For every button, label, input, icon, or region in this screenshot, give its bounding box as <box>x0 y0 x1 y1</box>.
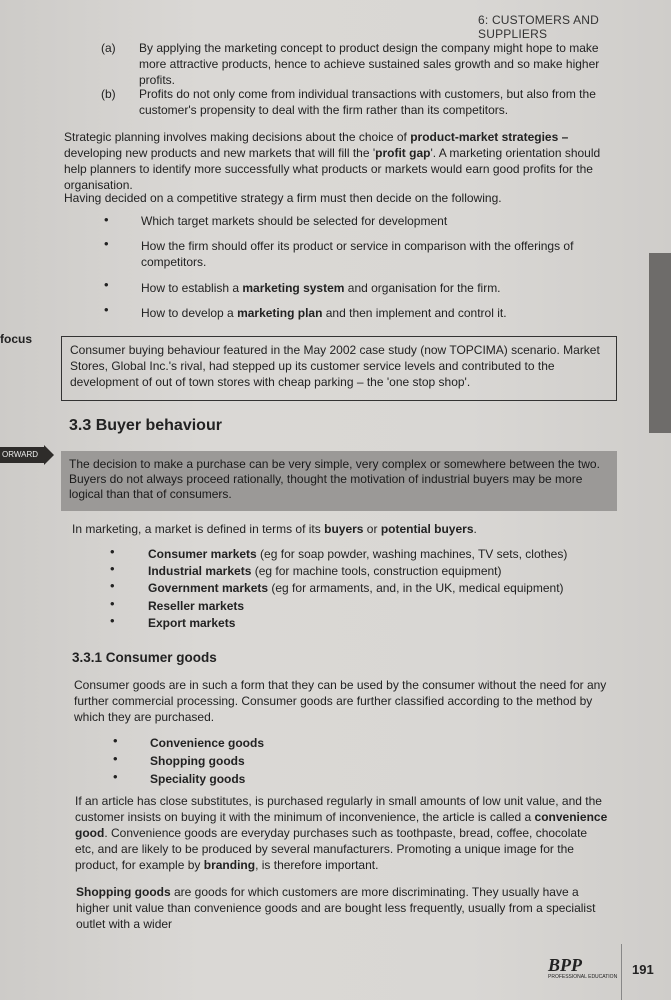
bullet-dot: • <box>113 769 118 784</box>
paragraph-convenience-goods: If an article has close substitutes, is purchased regularly in small amounts of low unit value, and the customer insists on buying it with the minimum of inconvenience, the article is called a convenience good. Convenience goods are everyday purchases such as toothpaste, bread, coffee, chocolate etc, and are likely to be produced by several manufacturers. Promoting a unique image for the product, for example by branding, is therefore important. <box>75 794 608 872</box>
paragraph-competitive-strategy: Having decided on a competitive strategy a firm must then decide on the following. <box>64 191 502 205</box>
goods-shopping: Shopping goods <box>150 754 245 768</box>
bullet-dot: • <box>113 751 118 766</box>
market-industrial: Industrial markets (eg for machine tools, construction equipment) <box>148 564 502 578</box>
bullet-dot: • <box>104 277 109 292</box>
bullet-target-markets: Which target markets should be selected for development <box>141 214 448 228</box>
forward-tag: ORWARD <box>0 447 44 463</box>
list-label-a: (a) <box>101 41 116 55</box>
bullet-offer-product: How the firm should offer its product or service in comparison with the offerings of competitors. <box>141 239 574 269</box>
bullet-dot: • <box>110 613 115 628</box>
goods-convenience: Convenience goods <box>150 736 265 750</box>
bullet-marketing-system: How to establish a marketing system and organisation for the firm. <box>141 281 501 295</box>
bpp-logo <box>548 955 618 984</box>
bullet-dot: • <box>110 596 115 611</box>
market-consumer: Consumer markets (eg for soap powder, washing machines, TV sets, clothes) <box>148 547 568 561</box>
footer-divider <box>621 944 622 1000</box>
chapter-tab <box>649 253 671 433</box>
market-export: Export markets <box>148 616 236 630</box>
paragraph-consumer-goods: Consumer goods are in such a form that they can be used by the consumer without the need for any further commercial processing. Consumer goods are further classified according to the method by which they are purchased. <box>74 678 607 724</box>
bullet-dot: • <box>104 236 109 251</box>
focus-text: Consumer buying behaviour featured in the May 2002 case study (now TOPCIMA) scenario. Market Stores, Global Inc.'s rival, had stepped up its customer service levels and contributed to the development of out of town stores with cheap parking – the 'one stop shop'. <box>70 343 600 389</box>
forward-arrow-icon <box>44 445 54 465</box>
bullet-dot: • <box>104 212 109 227</box>
paragraph-strategic-planning: Strategic planning involves making decisions about the choice of product-market strategies – developing new products and new markets that will fill the 'profit gap'. A marketing orientation should help planners to identify more successfully what products or markets would earn good profits for the organisation. <box>64 130 601 192</box>
bullet-dot: • <box>113 733 118 748</box>
focus-box <box>61 336 617 401</box>
paragraph-market-definition: In marketing, a market is defined in terms of its buyers or potential buyers. <box>72 522 477 536</box>
bullet-dot: • <box>104 302 109 317</box>
bpp-logo-text: BPP <box>548 955 582 975</box>
bullet-marketing-plan: How to develop a marketing plan and then implement and control it. <box>141 306 507 320</box>
bullet-dot: • <box>110 561 115 576</box>
market-reseller: Reseller markets <box>148 599 245 613</box>
focus-tag: focus <box>0 332 33 346</box>
list-item-b: Profits do not only come from individual transactions with customers, but also from the customer's propensity to deal with the firm rather than its competitors. <box>139 87 596 117</box>
list-label-b: (b) <box>101 87 116 101</box>
section-heading-3-3: 3.3 Buyer behaviour <box>69 417 222 434</box>
page-number: 191 <box>632 962 654 977</box>
list-item-a: By applying the marketing concept to product design the company might hope to make more attractive products, hence to achieve sustained sales growth and so make higher profits. <box>139 41 600 87</box>
forward-text: The decision to make a purchase can be very simple, very complex or somewhere between the two. Buyers do not always proceed rationally, thought the motivation of industrial buyers may be more logical than that of consumers. <box>69 457 600 501</box>
bullet-dot: • <box>110 544 115 559</box>
paragraph-shopping-goods: Shopping goods are goods for which customers are more discriminating. They usually have a higher unit value than convenience goods and are bought less frequently, usually from a specialist outlet with a wider <box>76 885 596 931</box>
bpp-logo-subtext: PROFESSIONAL EDUCATION <box>548 974 618 980</box>
market-government: Government markets (eg for armaments, and, in the UK, medical equipment) <box>148 581 564 595</box>
running-header: 6: CUSTOMERS AND SUPPLIERS <box>478 13 600 41</box>
bullet-dot: • <box>110 578 115 593</box>
goods-speciality: Speciality goods <box>150 772 246 786</box>
section-heading-3-3-1: 3.3.1 Consumer goods <box>72 650 217 665</box>
forward-box <box>61 451 617 511</box>
